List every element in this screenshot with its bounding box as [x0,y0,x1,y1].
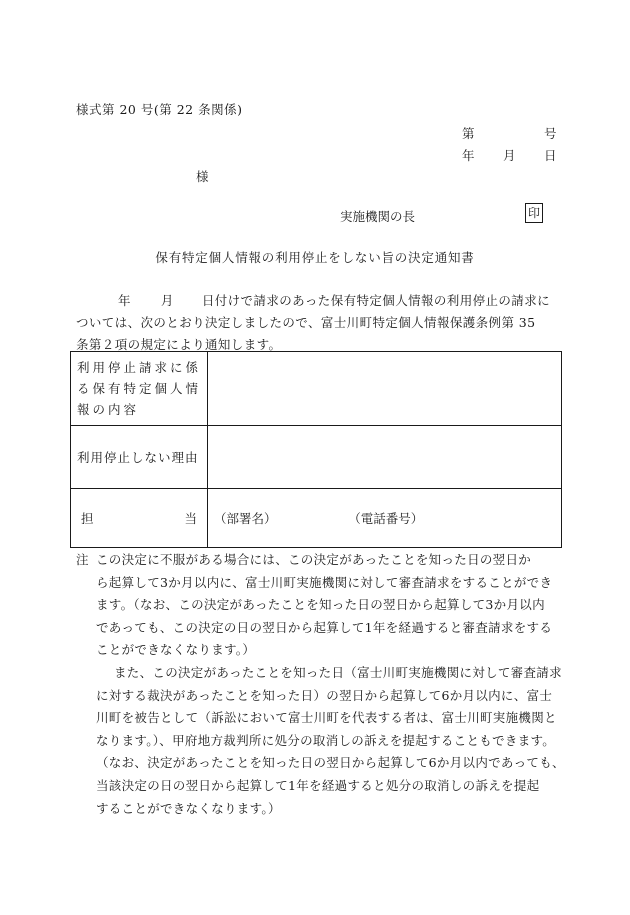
table-row [71,489,562,548]
note-line: 注 この決定に不服がある場合には、この決定があったことを知った日の翌日か [76,549,566,572]
content-label: 利用停止請求に係る保有特定個人情報の内容 [71,352,208,426]
issuer-title: 実施機関の長 [340,209,416,224]
intro-paragraph [76,290,560,356]
note-line: ことができなくなります。） [96,642,256,658]
note-line: なります。）、甲府地方裁判所に処分の取消しの訴えを提起することもできます。 [96,732,556,748]
note-line: また、この決定があったことを知った日（富士川町実施機関に対して審査請求 [114,664,562,680]
reason-label: 利用停止しない理由 [71,426,208,489]
note-line: （なお、決定があったことを知った日の翌日から起算して6か月以内であっても、 [96,755,565,771]
note-line: ます。（なお、この決定があったことを知った日の翌日から起算して3か月以内 [96,597,545,613]
document-title: 保有特定個人情報の利用停止をしない旨の決定通知書 [155,250,475,265]
date-year: 年 [462,148,475,163]
intro-line-2: ついては、次のとおり決定しましたので、富士川町特定個人情報保護条例第 35 [76,315,536,330]
note-section [76,549,566,820]
contact-label-a: 担 [81,510,94,526]
note-marker: 注 [76,552,89,567]
note-line: ら起算して3か月以内に、富士川町実施機関に対して審査請求をすることができ [96,574,553,590]
note-line: 川町を被告として（訴訟において富士川町を代表する者は、富士川町実施機関と [96,710,557,726]
table-row [71,352,562,426]
number-dai: 第 [462,126,475,141]
number-go: 号 [544,126,557,141]
contact-label-b: 当 [184,510,197,526]
phone-label: （電話番号） [354,511,424,526]
intro-month: 月 [160,293,174,308]
intro-line-3: 条第２項の規定により通知します。 [76,337,282,352]
content-field[interactable] [208,352,562,426]
seal-stamp: 印 [525,203,543,223]
reason-field[interactable] [208,426,562,489]
intro-rest: 日付けで請求のあった保有特定個人情報の利用停止の請求に [201,293,550,308]
info-table [70,351,562,548]
date-day: 日 [544,148,557,163]
intro-line-1 [76,290,560,312]
note-line: 当該決定の日の翌日から起算して1年を経過すると処分の取消しの訴えを提起 [96,777,540,793]
dept-name-label: （部署名） [214,511,277,526]
table-row [71,426,562,489]
date-month: 月 [503,148,516,163]
note-line: することができなくなります。） [96,800,281,816]
contact-label [71,489,208,548]
form-number: 様式第 20 号(第 22 条関係) [76,102,243,117]
note-line: に対する裁決があったことを知った日）の翌日から起算して6か月以内に、富士 [96,687,553,703]
note-line: であっても、この決定の日の翌日から起算して1年を経過すると審査請求をする [96,619,553,635]
contact-field[interactable] [208,489,562,548]
intro-year: 年 [118,293,131,308]
addressee-suffix: 様 [196,169,209,184]
